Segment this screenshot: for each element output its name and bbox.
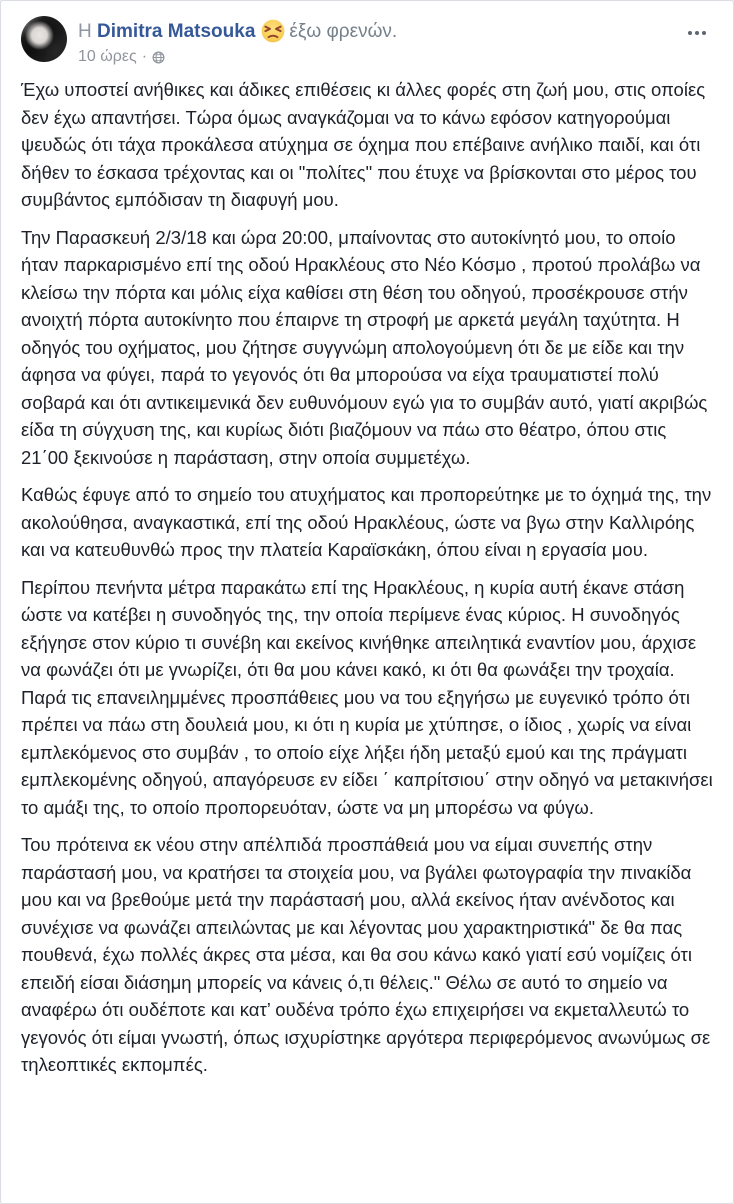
post-header [1, 1, 733, 72]
post-paragraph: Του πρότεινα εκ νέου στην απέλπιδά προσπάθειά μου να είμαι συνεπής στην παράστασή μου, να κρατήσει τα στοιχεία μου, να βγάλει φωτογραφία την πινακίδα μου και να βρεθούμε μετά την παράστασή μου, αλλά εκείνος ήταν ανένδοτος και συνέχισε να φωνάζει απειλώντας με και λέγοντας μου χαρακτηριστικά" δε θα πας πουθενά, έχω πολλές άκρες στα μέσα, και θα σου κάνω κακό γιατί εσύ νομίζεις ότι επειδή είσαι διάσημη μπορείς να κάνεις ό,τι θέλεις." Θέλω σε αυτό το σημείο να αναφέρω ότι ουδέποτε και κατ’ ουδένα τρόπο έχω επιχειρήσει να εκμεταλλευτώ το γεγονός ότι είμαι γνωστή, όπως ισχυρίστηκε αργότερα περιφερόμενος ανωνύμως σε τηλεοπτικές εκπομπές. [21, 834, 716, 1075]
furious-emoji [261, 19, 285, 43]
meta-separator: · [141, 48, 148, 65]
post-paragraph: Την Παρασκευή 2/3/18 και ώρα 20:00, μπαίνοντας στο αυτοκίνητό μου, το οποίο ήταν παρκαρισμένο επί της οδού Ηρακλέους στο Νέο Κόσμο , προτού προλάβω να κλείσω την πόρτα και μόλις είχα καθίσει στη θέση του οδηγού, προσέκρουσε στήν ανοιχτή πόρτα αυτοκίνητο που έπαιρνε τη στροφή με αρκετά μεγάλη ταχύτητα. Η οδηγός του οχήματος, μου ζήτησε συγγνώμη απολογούμενη ότι δε με είδε και την άφησα να φύγει, παρά το γεγονός ότι θα μπορούσα να είχα τραυματιστεί πολύ σοβαρά και ότι αντικειμενικά δεν ευθυνόμουν εγώ για το συμβάν αυτό, γιατί ακριβώς είδα τη σύγχυση της, και κυρίως διότι βιαζόμουν να πάω στο θέατρο, όπου στις 21΄00 ξεκινούσε η παράσταση, στην οποία συμμετέχω. [21, 226, 713, 468]
byline-prefix: Η [78, 21, 92, 42]
post-meta [78, 46, 397, 68]
avatar[interactable] [21, 16, 67, 62]
post-byline [78, 19, 397, 44]
post-paragraph: Έχω υποστεί ανήθικες και άδικες επιθέσεις κι άλλες φορές στη ζωή μου, στις οποίες δεν έχω απαντήσει. Τώρα όμως αναγκάζομαι να το κάνω εφόσον κατηγορούμαι ψευδώς ότι τάχα προκάλεσα ατύχημα σε όχημα που επέβαινε ανήλικο παιδί, και ότι δήθεν το έσκασα τρέχοντας και οι "πολίτες" που έτυχε να βρίσκονται στο μέρος του συμβάντος εμπόδισαν τη διαφυγή μου. [21, 79, 711, 210]
ellipsis-icon [688, 31, 692, 35]
post-options-button[interactable] [683, 23, 711, 43]
post-header-text [78, 16, 397, 68]
timestamp-link[interactable]: 10 ώρες [78, 48, 137, 65]
globe-icon [152, 51, 165, 64]
author-name-link[interactable]: Dimitra Matsouka [97, 21, 256, 42]
post-paragraph: Περίπου πενήντα μέτρα παρακάτω επί της Ηρακλέους, η κυρία αυτή έκανε στάση ώστε να κατέβει η συνοδηγός της, την οποία περίμενε ένας κύριος. Η συνοδηγός εξήγησε στον κύριο τι συνέβη και εκείνος κινήθηκε απειλητικά εναντίον μου, άρχισε να φωνάζει ότι με γνωρίζει, ότι θα μου κάνει κακό, κι ότι θα φωνάξει την τροχαία. Παρά τις επανειλημμένες προσπάθειες μου να του εξηγήσω με ευγενικό τρόπο ότι πρέπει να πάω στη δουλειά μου, κι ότι η κυρία με χτύπησε, ο ίδιος , χωρίς να είναι εμπλεκόμενος στο συμβάν , το οποίο είχε λήξει ήδη μεταξύ εμού και της πράγματι εμπλεκομένης οδηγού, απαγόρευσε εν είδει ΄ καπρίτσιου΄ στην οδηγό να μετακινήσει το αμάξι της, το οποίο προπορευόταν, ώστε να μη μπορέσω να φύγω. [21, 576, 718, 818]
post-paragraph: Καθώς έφυγε από το σημείο του ατυχήματος και προπορεύτηκε με το όχημά της, την ακολούθησα, αναγκαστικά, επί της οδού Ηρακλέους, ώστε να βγω στην Καλλιρόης και να κατευθυνθώ προς την πλατεία Καραϊσκάκη, όπου είναι η εργασία μου. [21, 484, 717, 560]
feeling-text: έξω φρενών. [289, 21, 398, 42]
post-body [1, 72, 733, 1097]
